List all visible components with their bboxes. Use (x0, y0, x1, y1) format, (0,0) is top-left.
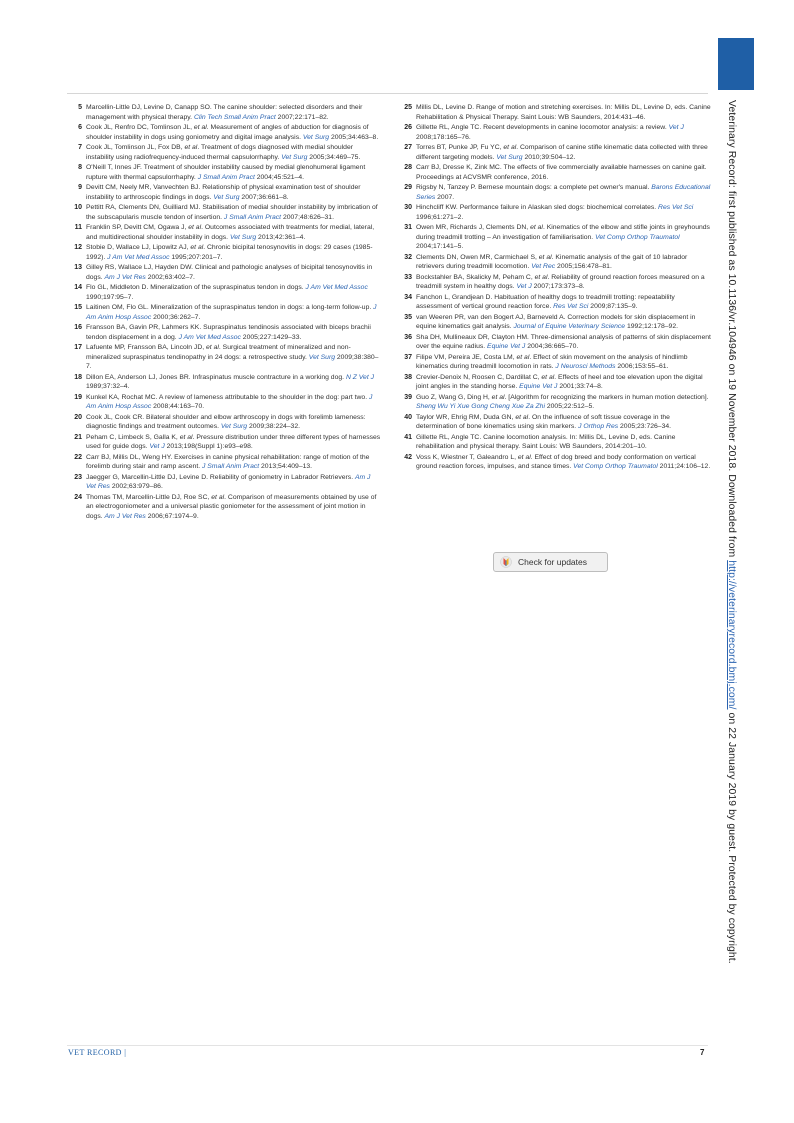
reference-number: 9 (78, 184, 82, 191)
reference-item (64, 373, 382, 392)
reference-number: 13 (74, 264, 82, 271)
reference-text-segment: 2007;36:661–8. (239, 193, 289, 201)
journal-link[interactable]: Vet Rec (531, 263, 556, 270)
reference-item (64, 283, 382, 302)
reference-text (86, 413, 382, 432)
reference-text-segment: et al (179, 433, 193, 441)
reference-text (86, 453, 382, 472)
side-notice-link[interactable]: http://veterinaryrecord.bmj.com/ (726, 560, 737, 710)
reference-text (416, 103, 712, 122)
journal-link[interactable]: J Small Anim Pract (223, 213, 282, 221)
journal-link[interactable]: Barons Educational Series (416, 184, 711, 201)
reference-text-segment: 2006;153:55–61. (615, 363, 669, 370)
reference-text-segment: 2013;198(Suppl 1):e93–e98. (164, 443, 253, 450)
reference-number: 39 (404, 393, 412, 401)
reference-text-segment: . Comparison of measurements obtained by use of an electrogoniometer and a universal plastic goniometer for the assessment of joint motion in dogs. (86, 493, 377, 520)
journal-link[interactable]: Vet Surg (220, 423, 248, 430)
reference-text-segment: et al (184, 144, 198, 151)
reference-number: 30 (404, 204, 412, 211)
reference-text (416, 293, 712, 312)
reference-text-segment: et al (541, 373, 555, 381)
reference-text-segment: 2007. (435, 193, 455, 201)
journal-link[interactable]: Am J Vet Res (104, 273, 146, 281)
reference-number: 31 (404, 224, 412, 231)
journal-link[interactable]: Vet Surg (213, 193, 240, 201)
reference-text-segment: 1992;12:178–92. (625, 323, 678, 330)
reference-item (394, 183, 712, 202)
reference-text-segment: Torres BT, Punke JP, Fu YC, (416, 144, 504, 151)
reference-item (394, 163, 712, 182)
reference-text-segment: Carr BJ, Dresse K, Zink MC. The effects of five commercially available harnesses on canine gait. Proceedings at ACVSMR conference, 2016. (416, 164, 707, 181)
reference-text (86, 373, 382, 392)
reference-number: 12 (74, 244, 82, 251)
reference-text-segment: Hinchcliff KW. Performance failure in Alaskan sled dogs: biochemical correlates. (416, 204, 659, 211)
reference-item (64, 453, 382, 472)
page-number: 7 (700, 1048, 705, 1057)
reference-text-segment: 2005;227:1429–33. (240, 333, 302, 341)
references-column-left (64, 103, 382, 522)
reference-text (416, 253, 712, 272)
reference-item (394, 353, 712, 372)
side-notice-suffix: on 22 January 2019 by guest. Protected by copyright. (726, 709, 737, 964)
reference-text (86, 323, 382, 342)
reference-text-segment: 2002;63:979–86. (109, 483, 163, 490)
reference-item (64, 473, 382, 492)
journal-link[interactable]: J Orthop Res (578, 423, 619, 430)
reference-text-segment: Fransson BA, Gavin PR, Lahmers KK. Supraspinatus tendinosis associated with biceps brachii tendon displacement in a dog. (86, 324, 371, 341)
reference-text-segment: Guo Z, Wang G, Ding H, (416, 393, 492, 401)
reference-text (86, 473, 382, 492)
journal-link[interactable]: J Am Vet Med Assoc (305, 284, 368, 291)
reference-number: 29 (404, 184, 412, 191)
reference-text (86, 243, 382, 262)
reference-number: 37 (404, 353, 412, 361)
reference-item (394, 433, 712, 452)
reference-text-segment: 2001;33:74–8. (557, 383, 603, 390)
reference-item (394, 393, 712, 412)
reference-text-segment: et al (211, 493, 225, 501)
reference-text-segment: et al (491, 393, 505, 401)
reference-text-segment: 2005;34:469–75. (307, 153, 361, 161)
header-divider (67, 93, 708, 94)
reference-number: 5 (78, 104, 82, 111)
reference-text (86, 303, 382, 322)
reference-text-segment: Lafuente MP, Fransson BA, Lincoln JD, (86, 344, 207, 351)
reference-item (394, 453, 712, 472)
reference-item (64, 303, 382, 322)
journal-link[interactable]: Vet Surg (496, 153, 523, 161)
reference-text (416, 413, 712, 432)
reference-number: 33 (404, 273, 412, 281)
reference-text-segment: Stobie D, Wallace LJ, Lipowitz AJ, (86, 244, 191, 251)
reference-text (416, 373, 712, 392)
reference-text-segment: Pettitt RA, Clements DN, Guilliard MJ. Stabilisation of medial shoulder instability by imbrication of the subscapularis muscle tendon of insertion. (86, 204, 378, 221)
reference-item (64, 103, 382, 122)
footer-journal-name: VET RECORD | (68, 1048, 127, 1057)
reference-number: 40 (404, 413, 412, 421)
reference-text (86, 343, 382, 372)
crossmark-icon (500, 556, 512, 568)
reference-text-segment: 2007;22:171–82. (275, 113, 329, 121)
reference-text-segment: Cook JL, Cook CR. Bilateral shoulder and elbow arthroscopy in dogs with forelimb lameness: diagnostic findings and treatment outcomes. (86, 413, 366, 430)
reference-text-segment: . [Algorithm for recognizing the markers in human motion detection]. (504, 393, 709, 401)
reference-number: 32 (404, 253, 412, 261)
reference-text-segment: 2005;34:463–8. (329, 133, 379, 141)
reference-text-segment: et al (190, 244, 204, 251)
journal-link[interactable]: Vet Surg (229, 233, 257, 241)
reference-number: 34 (404, 293, 412, 301)
reference-text (416, 273, 712, 292)
journal-link[interactable]: J Neurosci Methods (555, 363, 616, 370)
reference-text-segment: 1990;197:95–7. (86, 293, 134, 301)
check-for-updates-label: Check for updates (518, 557, 587, 567)
journal-link[interactable]: Vet Surg (302, 133, 330, 141)
reference-number: 7 (78, 144, 82, 151)
journal-link[interactable]: Vet J (149, 443, 165, 450)
reference-number: 22 (74, 453, 82, 461)
journal-link[interactable]: Vet Surg (308, 353, 335, 361)
reference-number: 18 (74, 373, 82, 381)
reference-text-segment: 1989;37:32–4. (86, 383, 130, 390)
reference-text-segment: 2009;38:380–7. (86, 353, 379, 370)
reference-number: 17 (74, 344, 82, 351)
reference-text-segment: van Weeren PR, van den Bogert AJ, Barneveld A. Correction models for skin displacement in equine kinematics gait analysis. (416, 313, 696, 330)
journal-link[interactable]: Equine Vet J (487, 343, 526, 350)
reference-text-segment: Laitinen OM, Flo GL. Mineralization of the supraspinatus tendon in dogs: a long-term follow-up. (86, 304, 374, 311)
reference-text-segment: Clements DN, Owen MR, Carmichael S, (416, 253, 539, 261)
reference-text-segment: 2005;23:726–34. (618, 423, 672, 430)
reference-text (86, 493, 382, 522)
reference-text-segment: Fanchon L, Grandjean D. Habituation of healthy dogs to treadmill trotting: repeatability assessment of vertical ground reaction force. (416, 293, 675, 310)
reference-text-segment: Taylor WR, Ehrig RM, Duda GN, (416, 413, 516, 421)
reference-text-segment: et al (530, 224, 543, 231)
reference-text-segment: 2000;36:262–7. (151, 313, 201, 321)
journal-link[interactable]: Sheng Wu Yi Xue Gong Cheng Xue Za Zhi (416, 403, 545, 410)
reference-text-segment: 2008;44:163–70. (151, 403, 205, 410)
reference-number: 23 (74, 473, 82, 481)
journal-link[interactable]: J Am Anim Hosp Assoc (86, 304, 377, 321)
reference-text-segment: Marcellin-Little DJ, Levine D, Canapp SO. The canine shoulder: selected disorders and their management with physical therapy. (86, 104, 363, 121)
reference-text-segment: 2004;17:141–5. (416, 243, 464, 250)
reference-text-segment: . Kinematic analysis of the gait of 10 labrador retrievers during treadmill locomotion. (416, 253, 688, 270)
reference-text-segment: 2013;42:361–4. (256, 233, 306, 241)
reference-text-segment: et al (534, 273, 548, 281)
reference-text (416, 123, 712, 142)
reference-text (416, 333, 712, 352)
reference-text-segment: O'Neill T, Innes JF. Treatment of shoulder instability caused by medial glenohumeral ligament rupture with thermal capsulorrhaphy. (86, 164, 366, 181)
reference-text-segment: . Treatment of dogs diagnosed with medial shoulder instability using radiofrequency-induced thermal capsulorrhaphy. (86, 144, 353, 161)
reference-text-segment: et al (206, 344, 219, 351)
reference-item (64, 183, 382, 202)
reference-text-segment: Gilley RS, Wallace LJ, Hayden DW. Clinical and pathologic analyses of bicipital tenosynovitis in dogs. (86, 264, 373, 281)
journal-link[interactable]: Vet Comp Orthop Traumatol (595, 233, 680, 241)
reference-item (394, 293, 712, 312)
reference-text-segment: Flo GL, Middleton D. Mineralization of the supraspinatus tendon in dogs. (86, 284, 306, 291)
journal-link[interactable]: Res Vet Sci (553, 303, 589, 310)
check-for-updates-button[interactable] (493, 552, 608, 572)
journal-link[interactable]: Journal of Equine Veterinary Science (513, 323, 626, 330)
reference-text-segment: . Effects of heel and toe elevation upon the digital joint angles in the standing horse. (416, 373, 703, 390)
reference-text-segment: Crevier-Denoix N, Roosen C, Dardillat C, (416, 373, 542, 381)
journal-link[interactable]: Equine Vet J (519, 383, 558, 390)
reference-text (86, 103, 382, 122)
reference-text-segment: Rigsby N, Tanzey P. Bernese mountain dogs: a complete pet owner's manual. (416, 184, 652, 191)
reference-text-segment: et al (503, 144, 517, 151)
reference-text-segment: Dillon EA, Anderson LJ, Jones BR. Infraspinatus muscle contracture in a working dog. (86, 373, 346, 381)
journal-link[interactable]: N Z Vet J (345, 373, 375, 381)
reference-text (416, 453, 712, 472)
reference-item (394, 253, 712, 272)
reference-number: 6 (78, 124, 82, 131)
reference-item (64, 223, 382, 242)
journal-link[interactable]: Am J Vet Res (104, 512, 146, 520)
reference-text (416, 393, 712, 412)
reference-text-segment: Millis DL, Levine D. Range of motion and stretching exercises. In: Millis DL, Levine D, eds. Canine Rehabilitation & Physical Therapy. Saint Louis: WB Saunders, 2014:431–46. (416, 104, 711, 121)
reference-text-segment: 2002;63:402–7. (145, 273, 195, 281)
reference-number: 35 (404, 313, 412, 321)
reference-text-segment: Owen MR, Richards J, Clements DN, (416, 224, 531, 231)
reference-text-segment: Filipe VM, Pereira JE, Costa LM, (416, 353, 517, 361)
reference-text-segment: Gillette RL, Angle TC. Canine locomotion analysis. In: Millis DL, Levine D, eds. Canine rehabilitation and physical therapy. Saint Louis: WB Saunders, 2014:201–10. (416, 433, 676, 450)
reference-text-segment: . Measurement of angles of abduction for diagnosis of shoulder instability in dogs using goniometry and digital image analysis. (86, 124, 369, 141)
reference-item (394, 123, 712, 142)
reference-item (394, 333, 712, 352)
journal-link[interactable]: J Small Anim Pract (201, 463, 260, 470)
reference-text-segment: . Pressure distribution under three different types of harnesses used for guide dogs. (86, 433, 381, 450)
reference-text-segment: . Effect of dog breed and body conformation on vertical ground reaction forces, impulses, and stance times. (416, 453, 696, 470)
reference-text-segment: Franklin SP, Devitt CM, Ogawa J, (86, 224, 189, 231)
reference-text (86, 203, 382, 222)
reference-text (416, 143, 712, 162)
reference-text (86, 283, 382, 302)
reference-text-segment: 1995;207:201–7. (169, 253, 223, 261)
reference-text-segment: 2010;39:504–12. (522, 153, 576, 161)
reference-number: 15 (74, 304, 82, 311)
reference-number: 28 (404, 164, 412, 171)
reference-text-segment: et al (538, 253, 552, 261)
reference-text (86, 393, 382, 412)
reference-text-segment: 2007;173:373–8. (531, 283, 585, 290)
reference-text-segment: et al (188, 224, 202, 231)
reference-number: 20 (74, 413, 82, 421)
reference-item (394, 413, 712, 432)
reference-text-segment: Carr BJ, Millis DL, Weng HY. Exercises in canine physical rehabilitation: range of motion of the forelimb during stair and ramp ascent. (86, 453, 370, 470)
reference-item (394, 203, 712, 222)
reference-item (394, 143, 712, 162)
reference-number: 41 (404, 433, 412, 441)
reference-text-segment: 2006;67:1974–9. (145, 512, 199, 520)
reference-number: 19 (74, 393, 82, 401)
reference-text (86, 263, 382, 282)
reference-text-segment: . Chronic bicipital tenosynovitis in dogs: 29 cases (1985-1992). (86, 244, 373, 261)
reference-text-segment: Peham C, Limbeck S, Galla K, (86, 433, 180, 441)
journal-link[interactable]: Vet Comp Orthop Traumatol (573, 463, 658, 470)
side-copyright-notice (727, 100, 747, 980)
reference-text-segment: . Outcomes associated with treatments for medial, lateral, and multidirectional shoulder instability in dogs. (86, 224, 375, 241)
reference-text-segment: 2004;45:521–4. (254, 173, 304, 181)
reference-text-segment: Kunkel KA, Rochat MC. A review of lameness attributable to the shoulder in the dog: part two. (86, 393, 369, 401)
reference-text (86, 223, 382, 242)
reference-text-segment: . Kinematics of the elbow and stifle joints in greyhounds during treadmill trotting – An investigation of familiarisation. (416, 224, 710, 241)
reference-text-segment: . Comparison of canine stifle kinematic data collected with three different targeting models. (416, 144, 708, 161)
reference-number: 11 (74, 224, 82, 231)
reference-text-segment: et al (517, 453, 531, 461)
reference-item (64, 123, 382, 142)
journal-link[interactable]: Vet Surg (281, 153, 308, 161)
reference-text-segment: . On the influence of soft tissue coverage in the determination of bone kinematics using skin markers. (416, 413, 670, 430)
reference-text-segment: Thomas TM, Marcellin-Little DJ, Roe SC, (86, 493, 212, 501)
journal-link[interactable]: J Am Anim Hosp Assoc (86, 393, 373, 410)
journal-link[interactable]: J Am Vet Med Assoc (107, 253, 170, 261)
reference-text-segment: Cook JL, Renfro DC, Tomlinson JL, (86, 124, 194, 131)
reference-item (394, 273, 712, 292)
reference-text-segment: . Surgical treatment of mineralized and non-mineralized supraspinatus tendinopathy in 24 dogs: a retrospective study. (86, 344, 351, 361)
reference-number: 25 (404, 104, 412, 111)
reference-number: 26 (404, 124, 412, 131)
reference-text-segment: 2005;22:512–5. (544, 403, 595, 410)
reference-text-segment: 2009;87:135–9. (588, 303, 638, 310)
reference-text-segment: 2005;156:478–81. (555, 263, 612, 270)
reference-text-segment: 2007;48:626–31. (281, 213, 334, 221)
reference-text-segment: Cook JL, Tomlinson JL, Fox DB, (86, 144, 185, 151)
reference-item (64, 243, 382, 262)
reference-item (64, 343, 382, 372)
reference-text (86, 163, 382, 182)
reference-text-segment: et al (515, 413, 529, 421)
reference-item (64, 203, 382, 222)
reference-text-segment: . Effect of skin movement on the analysis of hindlimb kinematics during treadmill locomotion in rats. (416, 353, 688, 370)
reference-text (416, 223, 712, 252)
reference-number: 21 (74, 433, 82, 441)
reference-number: 8 (78, 164, 82, 171)
reference-text-segment: 1996;61:271–2. (416, 213, 464, 221)
reference-text (416, 353, 712, 372)
reference-item (64, 413, 382, 432)
reference-item (394, 103, 712, 122)
reference-text-segment: . Reliability of ground reaction forces measured on a treadmill system in healthy dogs. (416, 273, 705, 290)
reference-number: 16 (74, 324, 82, 331)
reference-item (64, 493, 382, 522)
reference-item (64, 263, 382, 282)
reference-number: 10 (74, 204, 82, 211)
references-column-right (394, 103, 712, 473)
reference-text (86, 433, 382, 452)
reference-number: 38 (404, 373, 412, 381)
journal-link[interactable]: Vet J (668, 124, 684, 131)
reference-text (416, 433, 712, 452)
reference-number: 14 (74, 284, 82, 291)
reference-text (416, 203, 712, 222)
reference-text-segment: 2004;36:665–70. (525, 343, 579, 350)
reference-number: 27 (404, 144, 412, 151)
reference-text-segment: 2008;178:165–76. (416, 133, 471, 141)
reference-text-segment: 2011;24:106–12. (657, 463, 711, 470)
reference-text (416, 163, 712, 182)
reference-text-segment: Voss K, Wiestner T, Galeandro L, (416, 453, 518, 461)
reference-item (64, 143, 382, 162)
footer-divider (67, 1045, 708, 1046)
reference-text-segment: 2009;38:224–32. (247, 423, 301, 430)
reference-item (394, 313, 712, 332)
reference-text (86, 123, 382, 142)
reference-item (64, 323, 382, 342)
journal-link[interactable]: Am J Vet Res (86, 473, 371, 490)
reference-text-segment: Gillette RL, Angle TC. Recent developments in canine locomotor analysis: a review. (416, 124, 669, 131)
journal-link[interactable]: Vet J (516, 283, 532, 290)
reference-item (394, 223, 712, 252)
side-notice-prefix: Veterinary Record: first published as 10.1136/vr.104946 on 19 November 2018. Downloaded from (726, 100, 737, 561)
reference-text (86, 143, 382, 162)
reference-item (64, 433, 382, 452)
reference-number: 36 (404, 333, 412, 341)
reference-item (394, 373, 712, 392)
journal-link[interactable]: Clin Tech Small Anim Pract (193, 113, 276, 121)
reference-text (416, 183, 712, 202)
reference-text (86, 183, 382, 202)
journal-link[interactable]: J Am Vet Med Assoc (178, 333, 241, 341)
journal-link[interactable]: Res Vet Sci (658, 204, 694, 211)
reference-text-segment: 2013;54:409–13. (259, 463, 313, 470)
reference-text-segment: et al (193, 124, 207, 131)
reference-text (416, 313, 712, 332)
reference-number: 42 (404, 453, 412, 461)
reference-text-segment: Devitt CM, Neely MR, Vanvechten BJ. Relationship of physical examination test of shoulder instability to arthroscopic findings in dogs. (86, 184, 361, 201)
journal-link[interactable]: J Small Anim Pract (197, 173, 255, 181)
reference-text-segment: Bockstahler BA, Skalicky M, Peham C, (416, 273, 535, 281)
reference-text-segment: Sha DH, Mullineaux DR, Clayton HM. Three-dimensional analysis of patterns of skin displacement over the equine radius. (416, 333, 711, 350)
reference-item (64, 163, 382, 182)
journal-color-tab (718, 38, 754, 90)
reference-text-segment: Jaegger G, Marcellin-Little DJ, Levine D. Reliability of goniometry in Labrador Retrievers. (86, 473, 355, 481)
reference-text-segment: et al (516, 353, 530, 361)
reference-number: 24 (74, 493, 82, 501)
reference-item (64, 393, 382, 412)
